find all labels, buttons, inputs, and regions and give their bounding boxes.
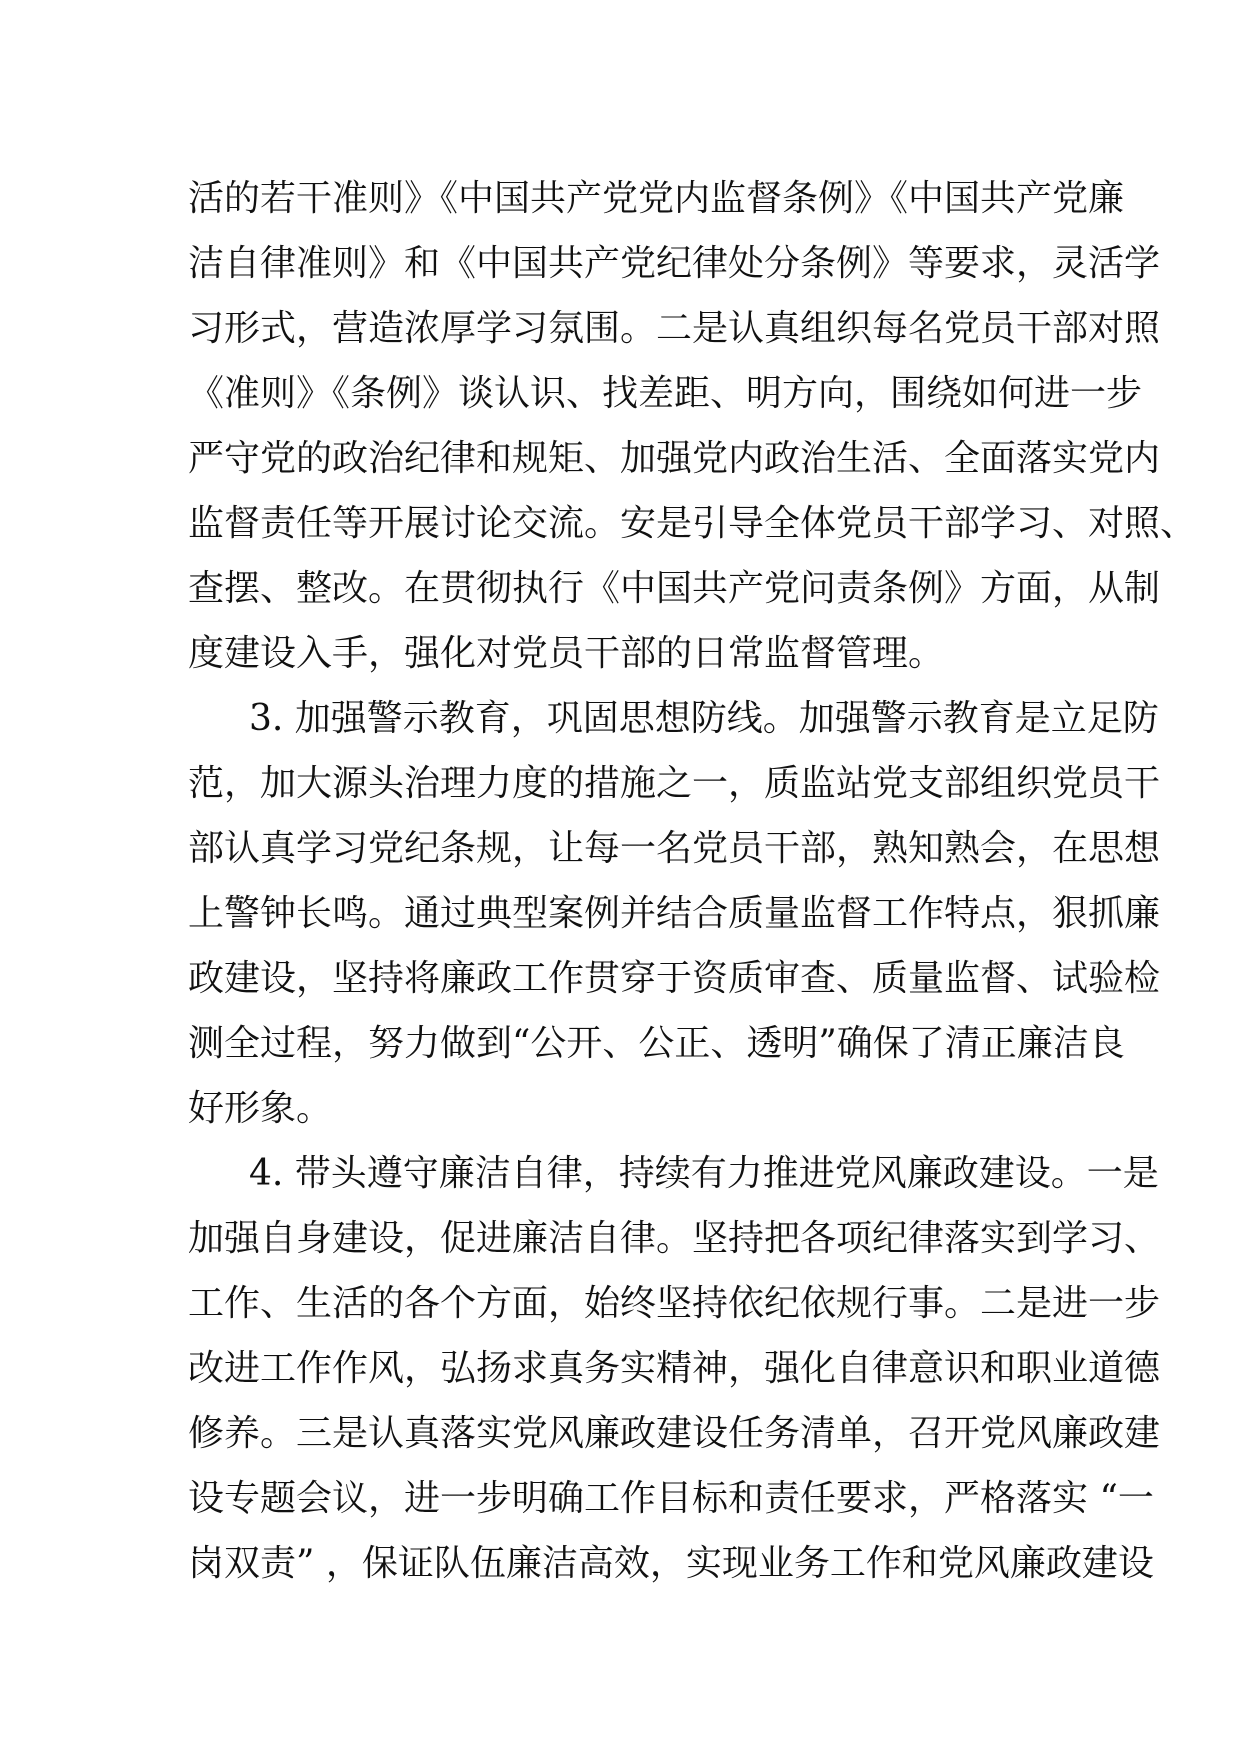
text-line: 《准则》《条例》谈认识、找差距、明方向，围绕如何进一步 — [188, 373, 1143, 414]
section-3-heading-line: 3. 加强警示教育，巩固思想防线。加强警示教育是立足防 — [249, 698, 1159, 739]
text-line: 范，加大源头治理力度的措施之一，质监站党支部组织党员干 — [188, 763, 1161, 804]
section-4-heading-line: 4. 带头遵守廉洁自律，持续有力推进党风廉政建设。一是 — [249, 1153, 1159, 1194]
text-line: 工作、生活的各个方面，始终坚持依纪依规行事。二是进一步 — [188, 1283, 1161, 1324]
text-line: 政建设，坚持将廉政工作贯穿于资质审查、质量监督、试验检 — [188, 958, 1161, 999]
text-line: 部认真学习党纪条规，让每一名党员干部，熟知熟会，在思想 — [188, 828, 1161, 869]
text-line: 好形象。 — [188, 1088, 333, 1129]
text-line: 洁自律准则》和《中国共产党纪律处分条例》等要求，灵活学 — [188, 243, 1161, 284]
text-line: 查摆、整改。在贯彻执行《中国共产党问责条例》方面，从制 — [188, 568, 1161, 609]
text-line: 改进工作作风，弘扬求真务实精神，强化自律意识和职业道德 — [188, 1348, 1161, 1389]
text-line: 习形式，营造浓厚学习氛围。二是认真组织每名党员干部对照 — [188, 308, 1161, 349]
text-line: 上警钟长鸣。通过典型案例并结合质量监督工作特点，狠抓廉 — [188, 893, 1161, 934]
text-line: 测全过程，努力做到“公开、公正、透明”确保了清正廉洁良 — [188, 1023, 1125, 1064]
text-line: 监督责任等开展讨论交流。安是引导全体党员干部学习、对照、 — [188, 503, 1197, 544]
text-line: 修养。三是认真落实党风廉政建设任务清单，召开党风廉政建 — [188, 1413, 1161, 1454]
text-line: 加强自身建设，促进廉洁自律。坚持把各项纪律落实到学习、 — [188, 1218, 1161, 1259]
text-line: 严守党的政治纪律和规矩、加强党内政治生活、全面落实党内 — [188, 438, 1161, 479]
text-line: 度建设入手，强化对党员干部的日常监督管理。 — [188, 633, 945, 674]
text-line: 岗双责” ，保证队伍廉洁高效，实现业务工作和党风廉政建设 — [188, 1543, 1154, 1584]
text-line: 设专题会议，进一步明确工作目标和责任要求，严格落实 “一 — [188, 1478, 1154, 1519]
document-body — [188, 166, 1197, 1596]
text-line: 活的若干准则》《中国共产党党内监督条例》《中国共产党廉 — [188, 178, 1125, 219]
